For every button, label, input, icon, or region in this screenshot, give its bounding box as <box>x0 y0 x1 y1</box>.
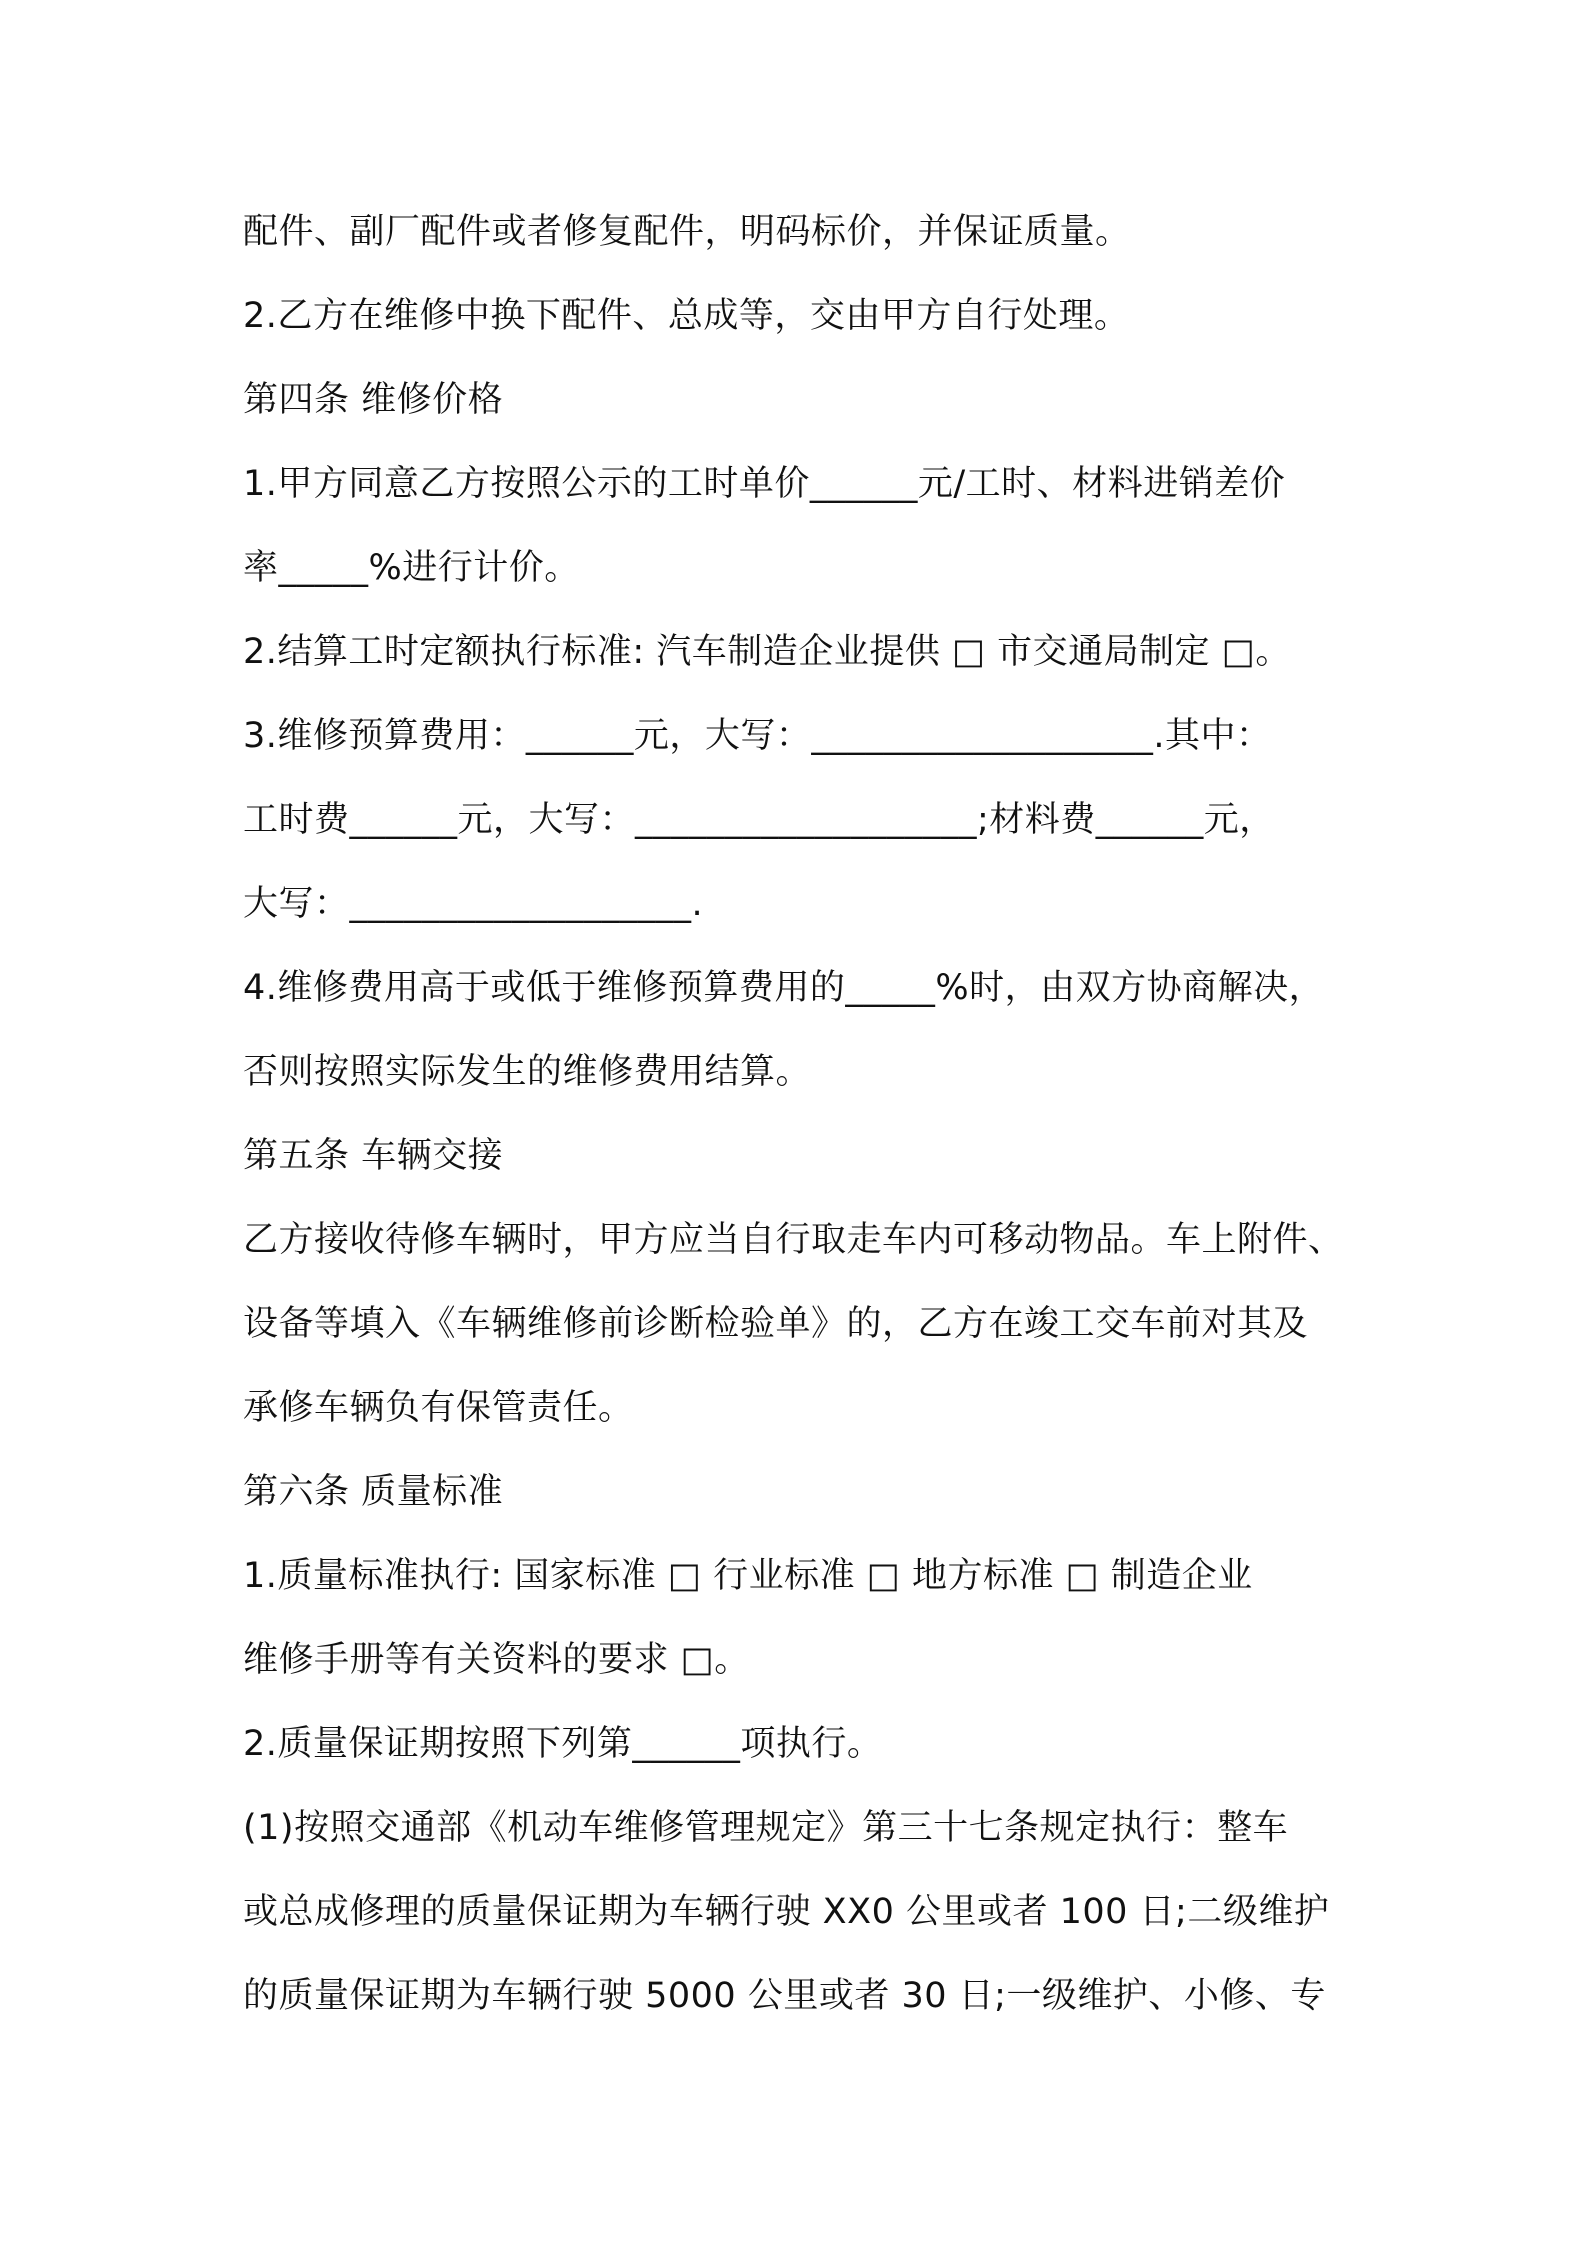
text-line: 2.结算工时定额执行标准: 汽车制造企业提供 □ 市交通局制定 □。 <box>243 632 1291 672</box>
text-line: 或总成修理的质量保证期为车辆行驶 XX0 公里或者 100 日;二级维护 <box>243 1892 1330 1932</box>
text-line: 大写：___________________. <box>243 884 704 924</box>
text-line: 1.甲方同意乙方按照公示的工时单价______元/工时、材料进销差价 <box>243 464 1286 504</box>
section-heading: 第五条 车辆交接 <box>243 1136 504 1176</box>
text-line: 的质量保证期为车辆行驶 5000 公里或者 30 日;一级维护、小修、专 <box>243 1976 1326 2016</box>
text-line: 维修手册等有关资料的要求 □。 <box>243 1640 750 1680</box>
text-line: 否则按照实际发生的维修费用结算。 <box>243 1052 812 1092</box>
text-line: 2.质量保证期按照下列第______项执行。 <box>243 1724 883 1764</box>
text-line: 乙方接收待修车辆时，甲方应当自行取走车内可移动物品。车上附件、 <box>243 1220 1344 1260</box>
section-heading: 第六条 质量标准 <box>243 1472 504 1512</box>
text-line: 3.维修预算费用：______元，大写：___________________.其中： <box>243 716 1272 756</box>
text-line: 率_____%进行计价。 <box>243 548 580 588</box>
text-line: 承修车辆负有保管责任。 <box>243 1388 634 1428</box>
document-body <box>243 190 1383 2038</box>
text-line: 设备等填入《车辆维修前诊断检验单》的，乙方在竣工交车前对其及 <box>243 1304 1309 1344</box>
text-line: 配件、副厂配件或者修复配件，明码标价，并保证质量。 <box>243 212 1131 252</box>
text-line: 1.质量标准执行: 国家标准 □ 行业标准 □ 地方标准 □ 制造企业 <box>243 1556 1253 1596</box>
text-line: 4.维修费用高于或低于维修预算费用的_____%时，由双方协商解决， <box>243 968 1325 1008</box>
text-line: 2.乙方在维修中换下配件、总成等，交由甲方自行处理。 <box>243 296 1130 336</box>
text-line: (1)按照交通部《机动车维修管理规定》第三十七条规定执行：整车 <box>243 1808 1289 1848</box>
text-line: 工时费______元，大写：___________________;材料费______元， <box>243 800 1275 840</box>
section-heading: 第四条 维修价格 <box>243 380 504 420</box>
